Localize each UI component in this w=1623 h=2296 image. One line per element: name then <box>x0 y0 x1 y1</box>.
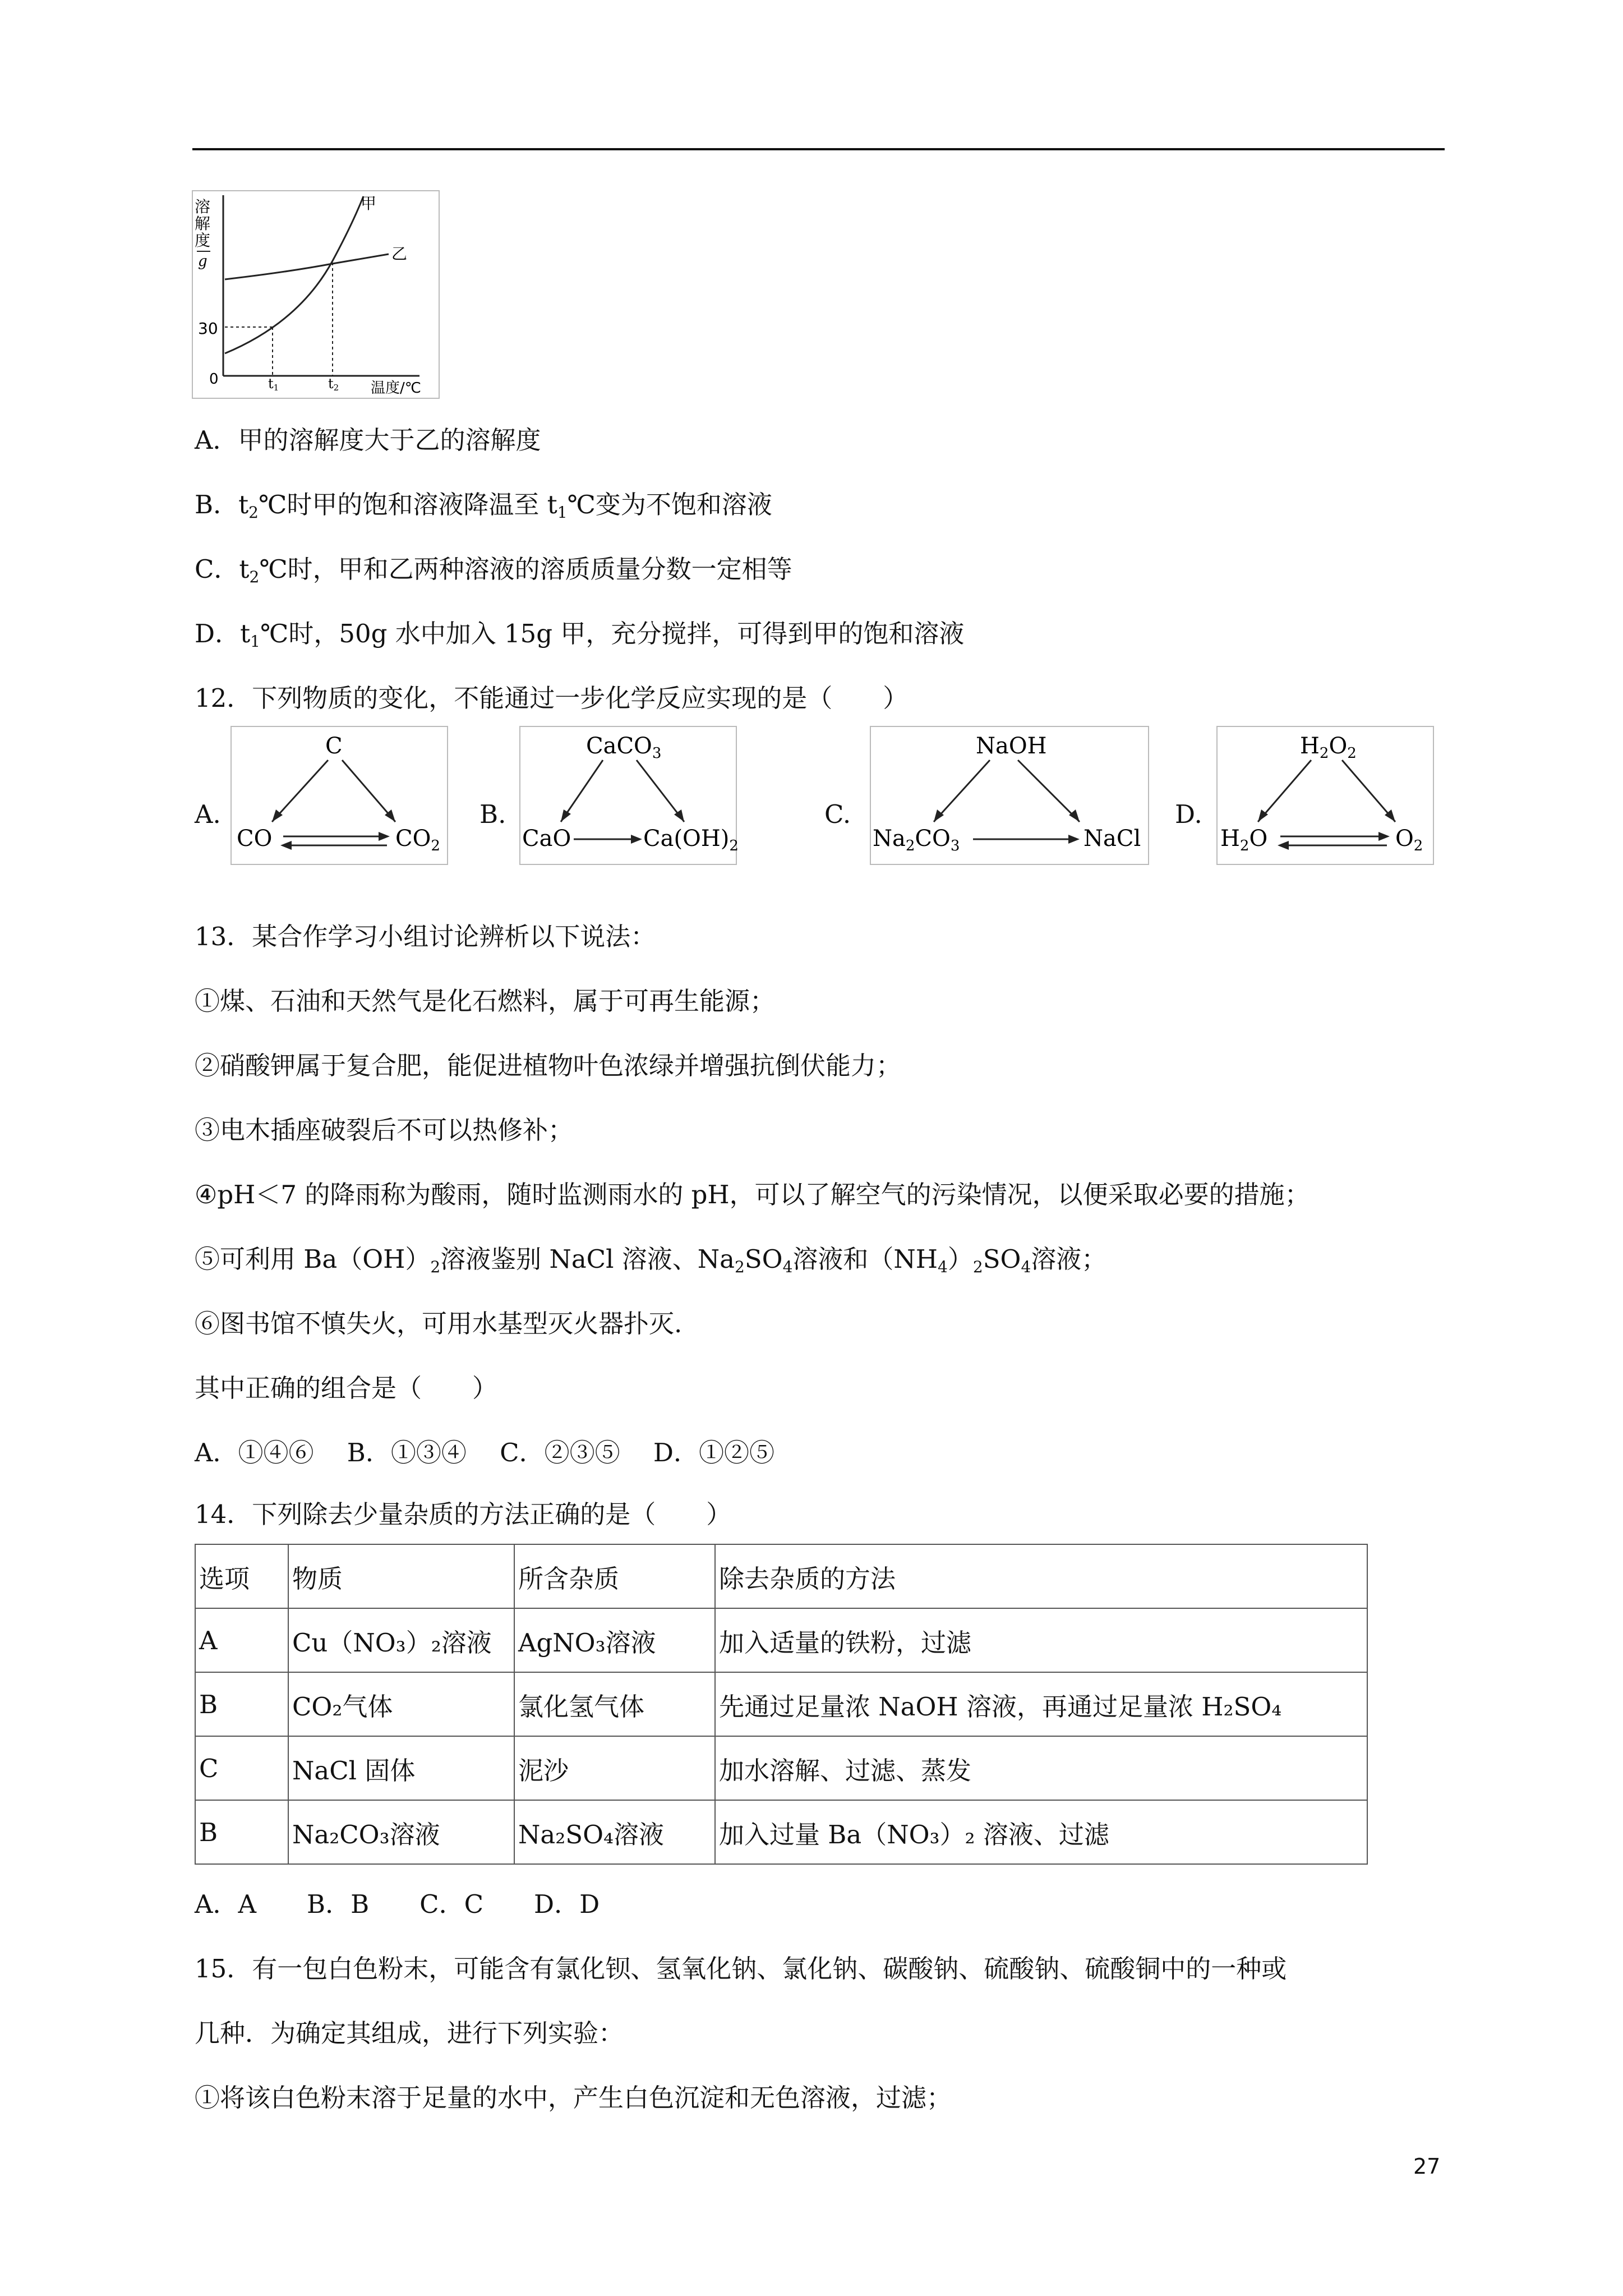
table-header-row <box>195 1544 1367 1608</box>
svg-text:CaO: CaO <box>522 826 571 852</box>
q13-statement-1: ①煤、石油和天然气是化石燃料，属于可再生能源； <box>195 986 776 1016</box>
q11-option-a: A．甲的溶解度大于乙的溶解度 <box>195 425 541 455</box>
q12-stem: 12．下列物质的变化，不能通过一步化学反应实现的是（ ） <box>195 683 909 713</box>
table-header-cell: 选项 <box>195 1544 288 1608</box>
svg-text:NaCl: NaCl <box>1083 826 1141 852</box>
q13-statement-4: ④pH＜7 的降雨称为酸雨，随时监测雨水的 pH，可以了解空气的污染情况，以便采取必要的措施； <box>195 1180 1310 1209</box>
xtick-t2: t2 <box>328 376 339 393</box>
table-header-cell: 所含杂质 <box>514 1544 715 1608</box>
table-header-cell: 物质 <box>288 1544 514 1608</box>
q14-table <box>195 1544 1368 1865</box>
table-cell: AgNO₃溶液 <box>514 1608 715 1672</box>
q12-label-c: C. <box>824 799 851 829</box>
q13-options: A．①④⑥ B．①③④ C．②③⑤ D．①②⑤ <box>195 1438 774 1467</box>
q13-statement-2: ②硝酸钾属于复合肥，能促进植物叶色浓绿并增强抗倒伏能力； <box>195 1051 902 1080</box>
ytick-30: 30 <box>198 319 218 338</box>
q13-statement-6: ⑥图书馆不慎失火，可用水基型灭火器扑灭. <box>195 1309 683 1338</box>
solubility-graph <box>192 191 439 398</box>
table-cell: Na₂SO₄溶液 <box>514 1800 715 1864</box>
svg-text:CaCO3: CaCO$_3$ <box>586 733 662 762</box>
q11-option-d: D．$t_1℃$时，50g 水中加入 15g 甲，充分搅拌，可得到甲的饱和溶液 <box>195 619 965 651</box>
q14-stem: 14．下列除去少量杂质的方法正确的是（ ） <box>195 1499 732 1529</box>
table-cell: B <box>195 1672 288 1736</box>
ylabel-char-1: 溶 <box>195 197 211 216</box>
q12-diagram-d <box>1216 725 1435 866</box>
origin-label: 0 <box>209 371 219 388</box>
table-cell: 加水溶解、过滤、蒸发 <box>715 1736 1367 1800</box>
svg-text:O2: $O_2$ <box>1395 826 1423 854</box>
table-cell: 加入过量 Ba（NO₃）₂ 溶液、过滤 <box>715 1800 1367 1864</box>
table-cell: 泥沙 <box>514 1736 715 1800</box>
svg-text:H2O2: $H_2O_2$ <box>1300 733 1357 762</box>
q14-options: A．A B．B C．C D．D <box>195 1889 600 1919</box>
table-header-cell: 除去杂质的方法 <box>715 1544 1367 1608</box>
q15-stem-line-2: 几种．为确定其组成，进行下列实验： <box>195 2018 624 2048</box>
q11-option-c: C．$t_2℃$时，甲和乙两种溶液的溶质质量分数一定相等 <box>195 554 792 586</box>
table-cell: 氯化氢气体 <box>514 1672 715 1736</box>
q15-step-1: ①将该白色粉末溶于足量的水中，产生白色沉淀和无色溶液，过滤； <box>195 2083 952 2113</box>
svg-text:Na2CO3: $Na_2CO_3$ <box>873 826 960 854</box>
series-jia-label: 甲 <box>361 194 377 213</box>
table-cell: B <box>195 1800 288 1864</box>
xtick-t1: t1 <box>268 376 279 393</box>
q13-statement-5: ⑤可利用 $Ba(OH)_2$溶液鉴别 NaCl 溶液、$Na_2SO_4$溶液和$(NH_4)_2SO_4$溶液； <box>195 1244 1107 1276</box>
table-cell: Cu（NO₃）₂溶液 <box>288 1608 514 1672</box>
table-row <box>195 1800 1367 1864</box>
table-row <box>195 1736 1367 1800</box>
table-cell: CO₂气体 <box>288 1672 514 1736</box>
ylabel-unit: g <box>198 253 208 270</box>
table-cell: A <box>195 1608 288 1672</box>
table-row <box>195 1608 1367 1672</box>
table-cell: C <box>195 1736 288 1800</box>
svg-text:NaOH: NaOH <box>976 733 1047 759</box>
svg-text:Ca(OH)2: $Ca(OH)_2$ <box>643 826 739 854</box>
series-yi-label: 乙 <box>391 245 408 263</box>
ylabel-char-3: 度 <box>195 231 211 250</box>
table-cell: 加入适量的铁粉，过滤 <box>715 1608 1367 1672</box>
q13-statement-3: ③电木插座破裂后不可以热修补； <box>195 1115 574 1145</box>
q13-stem: 13．某合作学习小组讨论辨析以下说法： <box>195 922 656 951</box>
q12-label-a: A. <box>195 799 221 829</box>
q12-diagram-a <box>230 725 449 866</box>
header-rule <box>192 148 1445 150</box>
svg-text:CO: CO <box>237 826 273 852</box>
q12-label-b: B. <box>479 799 506 829</box>
q15-stem-line-1: 15．有一包白色粉末，可能含有氯化钡、氢氧化钠、氯化钠、碳酸钠、硫酸钠、硫酸铜中的一种或 <box>195 1954 1287 1984</box>
q12-diagram-b <box>519 725 737 866</box>
q11-option-b: B．$t_2℃$时甲的饱和溶液降温至 $t_1℃$变为不饱和溶液 <box>195 490 772 522</box>
svg-text:H2O: $H_2O$ <box>1220 826 1268 854</box>
ylabel-char-2: 解 <box>195 214 211 233</box>
table-cell: NaCl 固体 <box>288 1736 514 1800</box>
q12-diagram-c <box>869 725 1150 866</box>
svg-text:CO2: $CO_2$ <box>395 826 440 854</box>
page-number: 27 <box>1413 2154 1441 2179</box>
table-row <box>195 1672 1367 1736</box>
q12-label-d: D. <box>1175 799 1202 829</box>
table-cell: Na₂CO₃溶液 <box>288 1800 514 1864</box>
xlabel: 温度/℃ <box>371 380 421 397</box>
svg-text:C: C <box>325 733 343 759</box>
q13-ask: 其中正确的组合是（ ） <box>195 1373 498 1403</box>
table-cell: 先通过足量浓 NaOH 溶液，再通过足量浓 H₂SO₄ <box>715 1672 1367 1736</box>
